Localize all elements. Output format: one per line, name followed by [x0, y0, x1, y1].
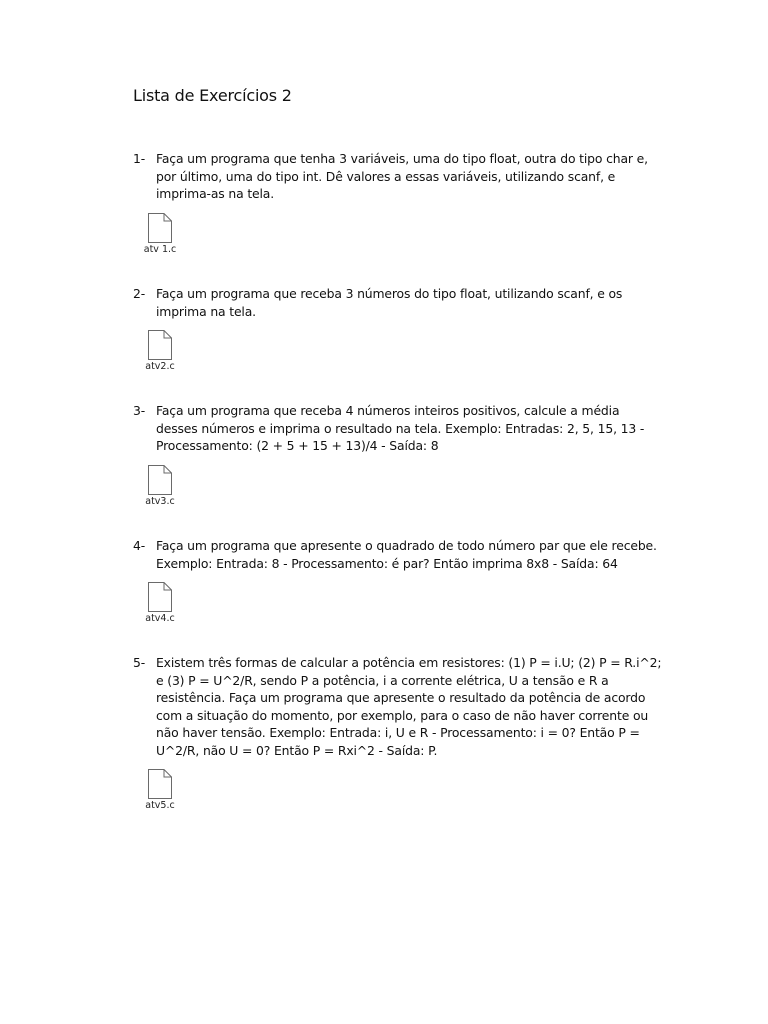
- exercise-text: Faça um programa que apresente o quadrado de todo número par que ele recebe. Exemplo: Entrada: 8 - Processamento: é par? Então imprima 8x8 - Saída: 64: [156, 538, 657, 571]
- exercise-number: 2-: [133, 286, 146, 301]
- exercise-item-2: [133, 285, 663, 320]
- exercise-number: 5-: [133, 655, 146, 670]
- exercise-item-5: [133, 654, 663, 760]
- file-icon: [147, 769, 173, 800]
- exercise-number: 4-: [133, 538, 146, 553]
- exercise-text: Existem três formas de calcular a potência em resistores: (1) P = i.U; (2) P = R.i^2; e (3) P = U^2/R, sendo P a potência, i a corrente elétrica, U a tensão e R a resistência. Faça um programa que apresente o resultado da potência de acordo com a situação do momento, por exemplo, para o caso de não haver corrente ou não haver tensão. Exemplo: Entrada: i, U e R - Processamento: i = 0? Então P = U^2/R, não U = 0? Então P = Rxi^2 - Saída: P.: [156, 655, 662, 758]
- attachment-filename: atv5.c: [145, 800, 175, 811]
- file-icon: [147, 465, 173, 496]
- attachment-file-5[interactable]: [140, 769, 180, 817]
- exercise-text: Faça um programa que receba 3 números do tipo float, utilizando scanf, e os imprima na tela.: [156, 286, 623, 319]
- attachment-filename: atv 1.c: [143, 244, 177, 255]
- exercise-item-3: [133, 402, 663, 455]
- exercise-item-1: [133, 150, 663, 203]
- file-icon: [147, 582, 173, 613]
- document-title: Lista de Exercícios 2: [133, 86, 292, 105]
- attachment-file-1[interactable]: [140, 213, 180, 261]
- attachment-filename: atv4.c: [145, 613, 175, 624]
- attachment-filename: atv2.c: [145, 361, 175, 372]
- file-icon: [147, 213, 173, 244]
- attachment-filename: atv3.c: [145, 496, 175, 507]
- file-icon: [147, 330, 173, 361]
- exercise-number: 3-: [133, 403, 146, 418]
- exercise-text: Faça um programa que tenha 3 variáveis, uma do tipo float, outra do tipo char e, por último, uma do tipo int. Dê valores a essas variáveis, utilizando scanf, e imprima-as na tela.: [156, 151, 648, 202]
- exercise-number: 1-: [133, 151, 146, 166]
- attachment-file-3[interactable]: [140, 465, 180, 513]
- exercise-item-4: [133, 537, 663, 572]
- attachment-file-2[interactable]: [140, 330, 180, 378]
- exercise-text: Faça um programa que receba 4 números inteiros positivos, calcule a média desses números e imprima o resultado na tela. Exemplo: Entradas: 2, 5, 15, 13 - Processamento: (2 + 5 + 15 + 13)/4 - Saída: 8: [156, 403, 645, 454]
- attachment-file-4[interactable]: [140, 582, 180, 630]
